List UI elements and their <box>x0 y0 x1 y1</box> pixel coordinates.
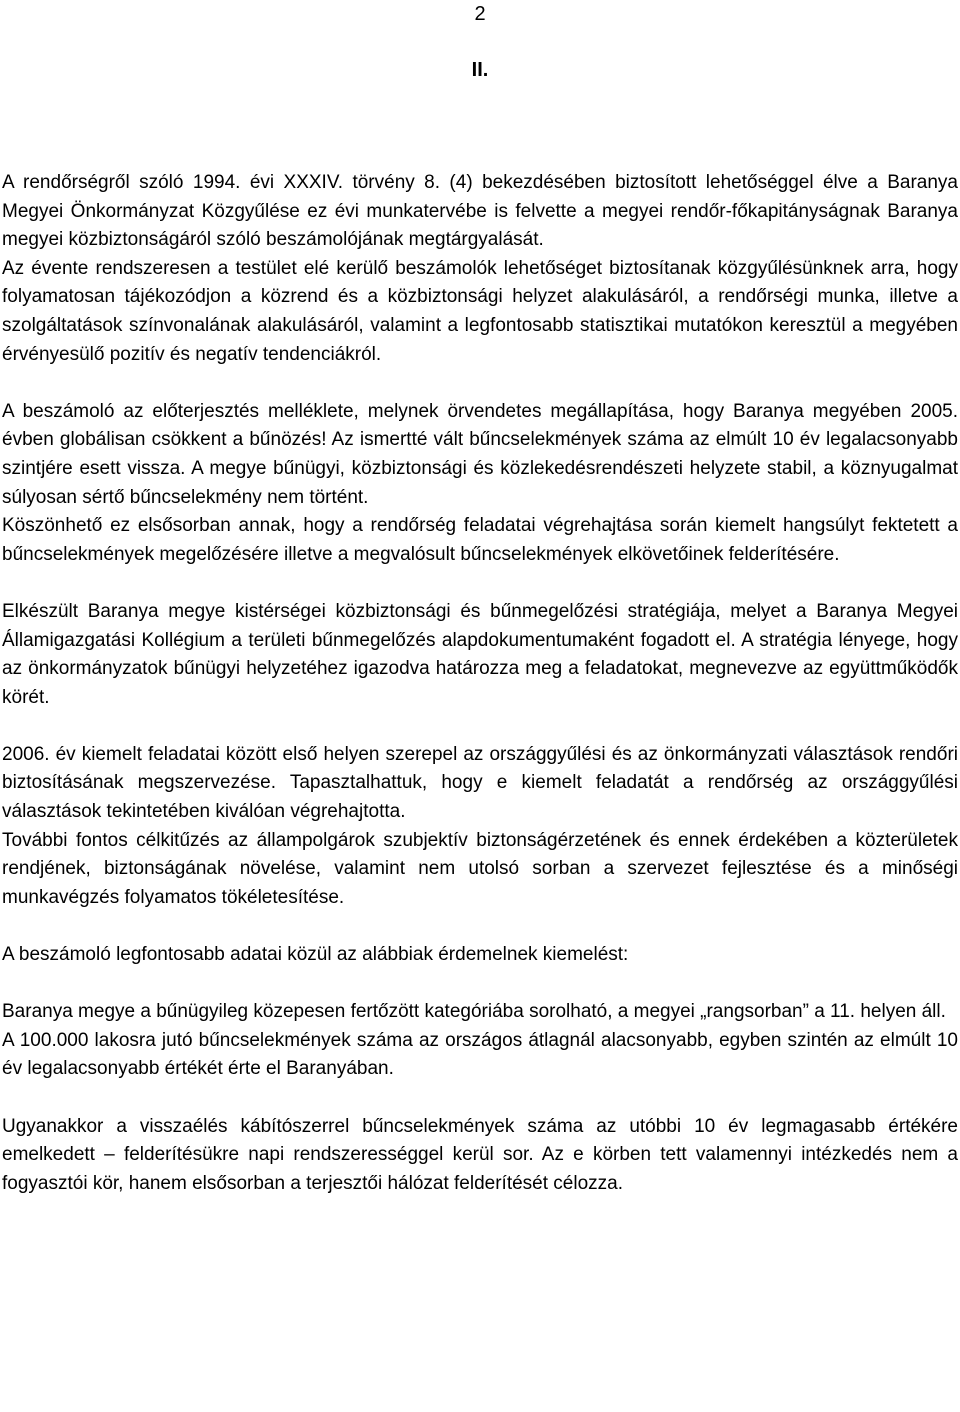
paragraph-ranking: Baranya megye a bűnügyileg közepesen fertőzött kategóriába sorolható, a megyei „rangsorban” a 11. helyen áll. <box>2 1001 946 1023</box>
paragraph-prevention: Köszönhető ez elsősorban annak, hogy a rendőrség feladatai végrehajtása során kiemelt hangsúlyt fektetett a bűncselekmények megelőzésére illetve a megvalósult bűncselekmények elkövetőinek felderítésére. <box>2 515 958 565</box>
document-body <box>2 169 958 1198</box>
paragraph-drugs: Ugyanakkor a visszaélés kábítószerrel bűncselekmények száma az utóbbi 10 év legmagasabb értékére emelkedett – felderítésükre napi rendszerességgel kerül sor. Az e körben tett valamennyi intézkedés nem a fogyasztói kör, hanem elsősorban a terjesztői hálózat felderítését célozza. <box>2 1115 958 1194</box>
paragraph-highlights-intro: A beszámoló legfontosabb adatai közül az alábbiak érdemelnek kiemelést: <box>2 944 629 966</box>
paragraph-strategy: Elkészült Baranya megye kistérségei közbiztonsági és bűnmegelőzési stratégiája, melyet a Baranya Megyei Államigazgatási Kollégium a területi bűnmegelőzés alapdokumentumaként fogadott el. A stratégia lényege, hogy az önkormányzatok bűnügyi helyzetéhez igazodva határozza meg a feladatokat, megnevezve az együttműködők körét. <box>2 600 958 708</box>
paragraph-findings: A beszámoló az előterjesztés melléklete, melynek örvendetes megállapítása, hogy Baranya megyében 2005. évben globálisan csökkent a bűnözés! Az ismertté vált bűncselekmények száma az elmúlt 10 év legalacsonyabb szintjére esett vissza. A megye bűnügyi, közbiztonsági és közlekedésrendészeti helyzete stabil, a köznyugalmat súlyosan sértő bűncselekmény nem történt. <box>2 400 958 508</box>
page-number: 2 <box>474 3 486 25</box>
paragraph-crime-rate: A 100.000 lakosra jutó bűncselekmények száma az országos átlagnál alacsonyabb, egyben szintén az elmúlt 10 év legalacsonyabb értékét érte el Baranyában. <box>2 1029 958 1080</box>
paragraph-2006-tasks: 2006. év kiemelt feladatai között első helyen szerepel az országgyűlési és az önkormányzati választások rendőri biztosításának megszervezése. Tapasztalhattuk, hogy e kiemelt feladatát a rendőrség az országgyűlési választások tekintetében kiválóan végrehajtotta. <box>2 743 958 823</box>
paragraph-intro: A rendőrségről szóló 1994. évi XXXIV. törvény 8. (4) bekezdésében biztosított lehetőséggel élve a Baranya Megyei Önkormányzat Közgyűlése ez évi munkatervébe is felvette a megyei rendőr-főkapitányságnak Baranya megyei közbiztonságáról szóló beszámolójának megtárgyalását. <box>2 172 958 251</box>
paragraph-goals: További fontos célkitűzés az állampolgárok szubjektív biztonságérzetének és ennek érdekében a közterületek rendjének, biztonságának növelése, valamint nem utolsó sorban a szervezet fejlesztése és a minőségi munkavégzés folyamatos tökéletesítése. <box>2 829 958 908</box>
chapter-heading: II. <box>471 59 489 81</box>
paragraph-purpose: Az évente rendszeresen a testület elé kerülő beszámolók lehetőséget biztosítanak közgyűlésünknek arra, hogy folyamatosan tájékozódjon a közrend és a közbiztonsági helyzet alakulásáról, a rendőrségi munka, illetve a szolgáltatások színvonalának alakulásáról, valamint a legfontosabb statisztikai mutatókon keresztül a megyében érvényesülő pozitív és negatív tendenciákról. <box>2 257 958 365</box>
